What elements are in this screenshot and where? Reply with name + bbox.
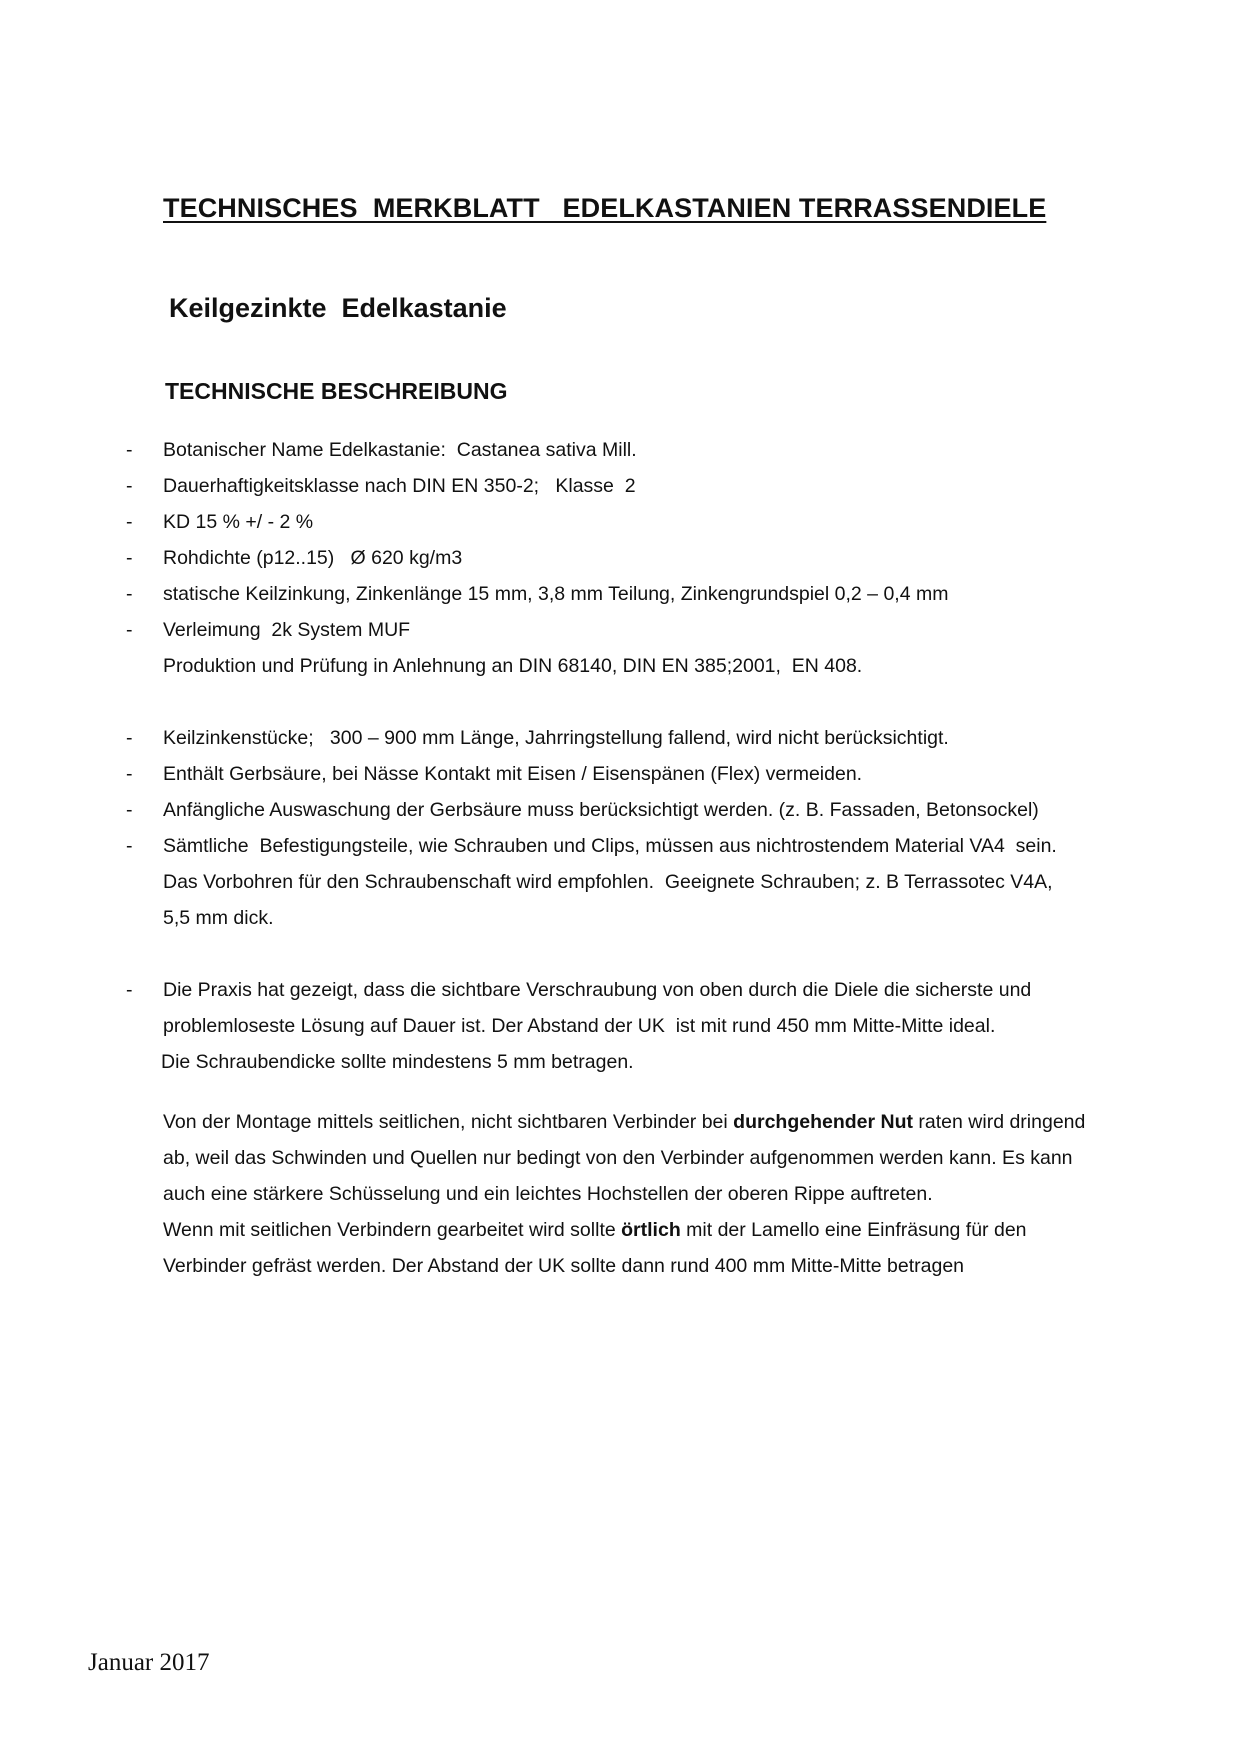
spec-production-standard: Produktion und Prüfung in Anlehnung an DIN 68140, DIN EN 385;2001, EN 408.: [163, 655, 863, 677]
bullet-dash: -: [126, 619, 133, 641]
bullet-dash: -: [126, 727, 133, 749]
spec-screw-thickness: 5,5 mm dick.: [163, 907, 274, 929]
bullet-dash: -: [126, 547, 133, 569]
spec-pieces: Keilzinkenstücke; 300 – 900 mm Länge, Jahrringstellung fallend, wird nicht berücksichtigt.: [163, 727, 949, 749]
text-run: raten wird dringend: [913, 1111, 1086, 1133]
bullet-dash: -: [126, 835, 133, 857]
spec-glue: Verleimung 2k System MUF: [163, 619, 411, 641]
emphasis-text: örtlich: [621, 1219, 681, 1241]
bullet-dash: -: [126, 439, 133, 461]
paragraph-mounting-line-3: auch eine stärkere Schüsselung und ein leichtes Hochstellen der oberen Rippe auftreten.: [163, 1183, 933, 1205]
text-run: mit der Lamello eine Einfräsung für den: [680, 1219, 1027, 1241]
paragraph-mounting-line-1: [163, 1110, 1085, 1134]
bullet-dash: -: [126, 799, 133, 821]
paragraph-mounting-line-5: Verbinder gefräst werden. Der Abstand der UK sollte dann rund 400 mm Mitte-Mitte betragen: [163, 1255, 965, 1277]
bullet-dash: -: [126, 511, 133, 533]
text-run: Von der Montage mittels seitlichen, nicht sichtbaren Verbinder bei: [163, 1111, 734, 1133]
paragraph-practice-line-1: Die Praxis hat gezeigt, dass die sichtbare Verschraubung von oben durch die Diele die sicherste und: [163, 979, 1032, 1001]
spec-predrilling: Das Vorbohren für den Schraubenschaft wird empfohlen. Geeignete Schrauben; z. B Terrassotec V4A,: [163, 871, 1053, 893]
document-subtitle: Keilgezinkte Edelkastanie: [169, 293, 507, 323]
spec-washout: Anfängliche Auswaschung der Gerbsäure muss berücksichtigt werden. (z. B. Fassaden, Betonsockel): [163, 799, 1039, 821]
paragraph-practice-line-3: Die Schraubendicke sollte mindestens 5 mm betragen.: [161, 1051, 634, 1073]
spec-density: Rohdichte (p12..15) Ø 620 kg/m3: [163, 547, 463, 569]
spec-durability-class: Dauerhaftigkeitsklasse nach DIN EN 350-2; Klasse 2: [163, 475, 636, 497]
document-title: TECHNISCHES MERKBLATT EDELKASTANIEN TERRASSENDIELE: [163, 193, 1047, 223]
footer-date: Januar 2017: [88, 1649, 210, 1676]
spec-botanical-name: Botanischer Name Edelkastanie: Castanea sativa Mill.: [163, 439, 637, 461]
spec-tannic-acid: Enthält Gerbsäure, bei Nässe Kontakt mit Eisen / Eisenspänen (Flex) vermeiden.: [163, 763, 863, 785]
bullet-dash: -: [126, 979, 133, 1001]
spec-finger-joint: statische Keilzinkung, Zinkenlänge 15 mm, 3,8 mm Teilung, Zinkengrundspiel 0,2 – 0,4 mm: [163, 583, 949, 605]
paragraph-mounting-line-4: [163, 1218, 1027, 1242]
section-heading: TECHNISCHE BESCHREIBUNG: [165, 378, 508, 404]
text-run: Wenn mit seitlichen Verbindern gearbeitet wird sollte: [163, 1219, 622, 1241]
bullet-dash: -: [126, 763, 133, 785]
emphasis-text: durchgehender Nut: [733, 1111, 913, 1133]
paragraph-mounting-line-2: ab, weil das Schwinden und Quellen nur bedingt von den Verbinder aufgenommen werden kann. Es kann: [163, 1147, 1073, 1169]
bullet-dash: -: [126, 583, 133, 605]
spec-moisture: KD 15 % +/ - 2 %: [163, 511, 314, 533]
paragraph-practice-line-2: problemloseste Lösung auf Dauer ist. Der Abstand der UK ist mit rund 450 mm Mitte-Mitte ideal.: [163, 1015, 996, 1037]
bullet-dash: -: [126, 475, 133, 497]
spec-fasteners: Sämtliche Befestigungsteile, wie Schrauben und Clips, müssen aus nichtrostendem Material VA4 sein.: [163, 835, 1057, 857]
